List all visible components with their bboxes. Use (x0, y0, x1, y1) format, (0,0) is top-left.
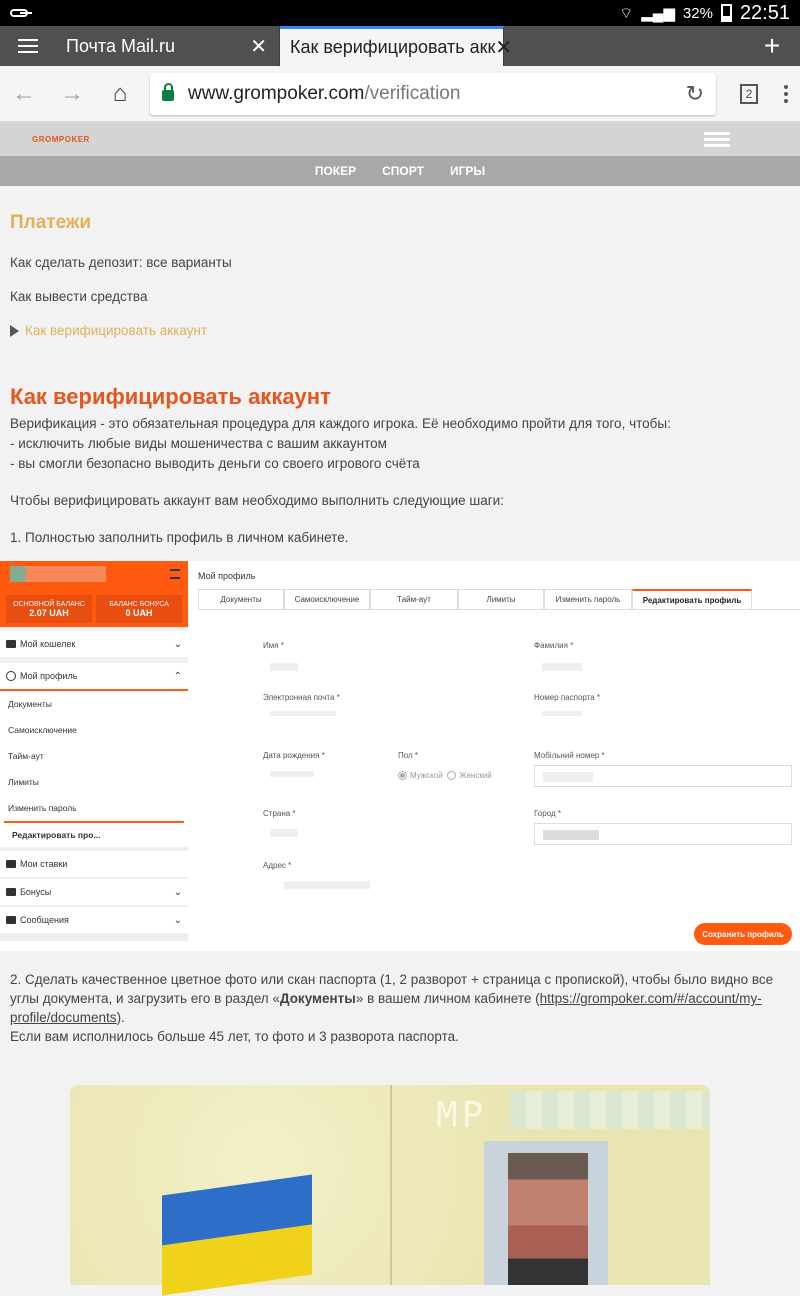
menu-bets (0, 851, 188, 877)
profile-tab: Изменить пароль (544, 589, 632, 609)
field-name-label: Имя * (263, 641, 284, 650)
blurred-username (10, 566, 106, 582)
faq-link-withdraw[interactable]: Как вывести средства (10, 289, 148, 304)
main-balance-label: ОСНОВНОЙ БАЛАНС (13, 600, 85, 608)
profile-tabs (198, 589, 800, 610)
bonus-balance-value: 0 UAH (125, 607, 153, 618)
close-tab-icon[interactable]: ✕ (495, 37, 513, 59)
profile-title: Мой профиль (198, 571, 256, 581)
blurred-value (543, 772, 593, 782)
chevron-down-icon: ⌄ (173, 886, 182, 898)
chevron-up-icon: ⌃ (173, 670, 182, 682)
key-icon (10, 9, 28, 17)
step-2-note: Если вам исполнилось больше 45 лет, то фото и 3 разворота паспорта. (10, 1029, 459, 1044)
back-arrow-icon[interactable]: ← (12, 79, 36, 107)
close-tab-icon[interactable]: ✕ (250, 35, 267, 58)
site-header (0, 122, 800, 156)
nav-poker[interactable]: ПОКЕР (314, 164, 357, 178)
profile-tab: Тайм-аут (370, 589, 458, 609)
tab-label: Почта Mail.ru (66, 35, 175, 56)
passport-image (70, 1085, 710, 1285)
article-heading: Как верифицировать аккаунт (10, 384, 331, 409)
site-nav (0, 156, 800, 186)
main-balance (6, 595, 92, 623)
radio-female-label: Женский (459, 771, 492, 780)
tab-label: Как верифицировать акк (290, 37, 496, 57)
main-balance-value: 2.07 UAH (29, 607, 69, 618)
field-address-label: Адрес * (263, 861, 292, 870)
site-logo[interactable]: GROMPOKER (32, 134, 90, 144)
nav-sport[interactable]: СПОРТ (382, 164, 424, 178)
faq-link-verify-label: Как верифицировать аккаунт (25, 323, 208, 338)
article (0, 212, 800, 548)
bonus-balance-label: БАЛАНС БОНУСА (109, 600, 169, 608)
field-passport-label: Номер паспорта * (534, 693, 601, 702)
mobile-input-box (534, 765, 792, 787)
menu-bonuses (0, 879, 188, 905)
menu-profile-label: Мой профиль (20, 671, 78, 681)
sliders-icon (170, 569, 180, 579)
bets-icon (6, 860, 16, 868)
passport-fold (390, 1085, 392, 1285)
menu-bonuses-label: Бонусы (20, 887, 52, 897)
faq-link-deposit[interactable]: Как сделать депозит: все варианты (10, 255, 232, 270)
reload-icon[interactable]: ↻ (685, 80, 704, 106)
sex-radio-group (398, 771, 492, 780)
step-2-text: ). (116, 1010, 125, 1025)
site-menu-icon[interactable] (704, 132, 730, 147)
new-tab-button[interactable]: + (763, 30, 781, 61)
blurred-value (542, 711, 582, 716)
submenu-item-selected: Редактировать про... (4, 821, 184, 847)
blurred-value (270, 829, 298, 837)
signal-icon: ▂▄▆ (641, 5, 675, 22)
gift-icon (6, 888, 16, 896)
account-sidebar (0, 561, 188, 941)
intro-line: - исключить любые виды мошеничества с вашим аккаунтом (10, 436, 387, 451)
more-menu-icon[interactable] (772, 85, 800, 103)
submenu-item: Изменить пароль (8, 803, 77, 813)
status-bar (0, 0, 800, 26)
menu-profile (0, 663, 188, 689)
submenu-item: Документы (8, 699, 52, 709)
field-sex-label: Пол * (398, 751, 419, 760)
step-2-text: » в вашем личном кабинете ( (355, 991, 540, 1006)
lock-icon (162, 90, 174, 101)
radio-male-label: Мужской (410, 771, 443, 780)
documents-bold: Документы (279, 991, 356, 1006)
menu-bets-label: Мои ставки (20, 859, 68, 869)
browser-toolbar (0, 66, 800, 122)
profile-screenshot (0, 561, 800, 951)
blurred-value (542, 663, 582, 671)
section-title: Платежи (10, 212, 92, 233)
menu-messages (0, 907, 188, 933)
chevron-down-icon: ⌄ (173, 638, 182, 650)
field-email-label: Электронная почта * (263, 693, 340, 702)
status-time: 22:51 (739, 1, 790, 24)
profile-form-panel (198, 561, 800, 947)
field-country-label: Страна * (263, 809, 296, 818)
profile-tab: Самоисключение (284, 589, 370, 609)
article-continued (0, 970, 800, 1047)
field-mobile-label: Мобільний номер * (534, 751, 605, 760)
battery-icon (721, 4, 732, 22)
blurred-value (543, 830, 599, 840)
intro-line: Верификация - это обязательная процедура для каждого игрока. Её необходимо пройти для того, чтобы: (10, 416, 671, 431)
step-2-text: 2. Сделать качественное цветное фото или скан паспорта (1, 2 разворот + страница с пропиской), чтобы было видно все углы документа, и загрузить его в раздел « (10, 972, 774, 1006)
intro-line: - вы смогли безопасно выводить деньги со своего игрового счёта (10, 456, 420, 471)
tab-mail[interactable] (56, 26, 280, 66)
profile-tab: Лимиты (458, 589, 544, 609)
profile-tab-active: Редактировать профиль (632, 589, 752, 609)
user-icon (6, 671, 16, 681)
url-host: www.grompoker.com (188, 82, 365, 104)
blurred-value (270, 663, 298, 671)
tab-strip (0, 26, 800, 66)
triangle-right-icon (10, 325, 19, 337)
blurred-value (270, 711, 336, 716)
wallet-icon (6, 640, 16, 648)
radio-female (447, 771, 456, 780)
steps-intro: Чтобы верифицировать аккаунт вам необходимо выполнить следующие шаги: (10, 493, 504, 508)
save-profile-button: Сохранить профиль (694, 923, 792, 945)
submenu-item: Самоисключение (8, 725, 77, 735)
submenu-item: Лимиты (8, 777, 39, 787)
profile-tab: Документы (198, 589, 284, 609)
battery-percent: 32% (682, 4, 713, 22)
tab-verification[interactable] (280, 26, 513, 66)
faq-link-verify[interactable] (10, 323, 790, 338)
bonus-balance (96, 595, 182, 623)
blurred-passport-number (510, 1091, 710, 1129)
step-1: 1. Полностью заполнить профиль в личном кабинете. (10, 530, 349, 545)
step-2 (10, 970, 790, 1027)
balance-box (0, 561, 188, 627)
chevron-down-icon: ⌄ (173, 914, 182, 926)
radio-male (398, 771, 407, 780)
menu-wallet (0, 631, 188, 657)
menu-wallet-label: Мой кошелек (20, 639, 76, 649)
submenu-item: Тайм-аут (8, 751, 44, 761)
city-input-box (534, 823, 792, 845)
home-icon[interactable]: ⌂ (112, 79, 128, 107)
address-bar[interactable] (150, 73, 716, 115)
blurred-photo (484, 1141, 608, 1285)
url-path: /verification (364, 82, 461, 104)
field-city-label: Город * (534, 809, 561, 818)
forward-arrow-icon[interactable]: → (60, 79, 84, 107)
wifi-icon: ⌔ (619, 4, 634, 22)
passport-series: МР (436, 1095, 488, 1136)
hamburger-menu-icon[interactable] (0, 26, 56, 66)
field-surname-label: Фамилия * (534, 641, 574, 650)
blurred-value (270, 771, 314, 777)
tab-switcher-button[interactable]: 2 (740, 84, 758, 104)
nav-games[interactable]: ИГРЫ (449, 164, 486, 178)
menu-messages-label: Сообщения (20, 915, 69, 925)
envelope-icon (6, 916, 16, 924)
field-birth-label: Дата рождения * (263, 751, 325, 760)
blurred-value (284, 881, 370, 889)
profile-submenu (0, 689, 188, 847)
ukraine-flag-icon (162, 1174, 312, 1295)
documents-link[interactable]: https://grompoker.com/#/account/my-profile/documents (10, 991, 762, 1025)
